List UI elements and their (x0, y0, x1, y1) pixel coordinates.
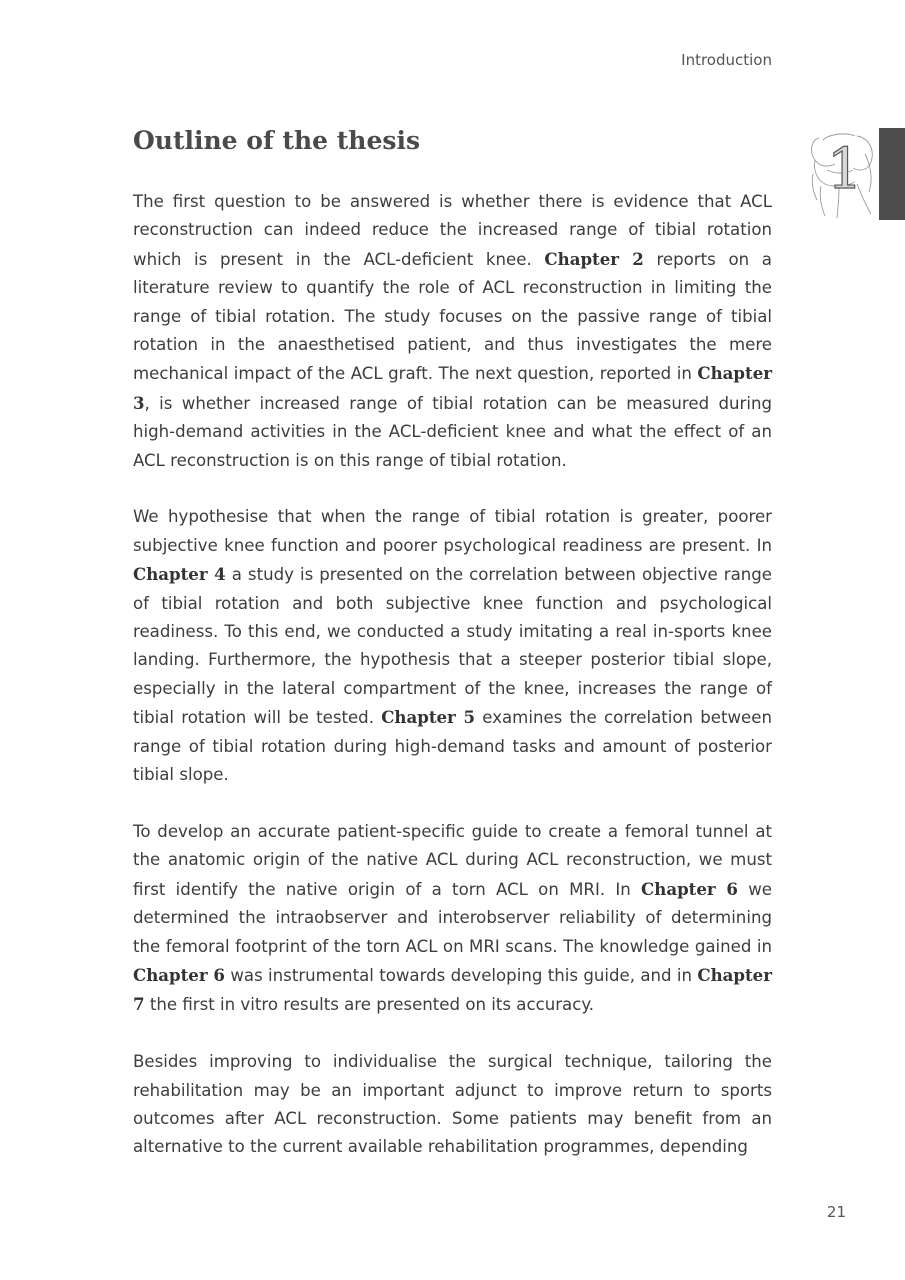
text-run: , is whether increased range of tibial rotation can be measured during high-demand activities in the ACL-deficient knee and what the effect of an ACL reconstruction is on this range of tibial rotation. (133, 393, 772, 470)
chapter-reference: Chapter 4 (133, 564, 226, 585)
text-run: We hypothesise that when the range of tibial rotation is greater, poorer subjective knee function and poorer psychological readiness are present. In (133, 507, 772, 555)
chapter-reference: Chapter 7 (133, 964, 772, 1015)
body-text (133, 188, 772, 1190)
chapter-reference: Chapter 6 (641, 878, 738, 899)
paragraph (133, 503, 772, 789)
section-title: Outline of the thesis (133, 126, 421, 155)
text-run: was instrumental towards developing this guide, and in (224, 965, 698, 985)
text-run: To develop an accurate patient-specific guide to create a femoral tunnel at the anatomic origin of the native ACL during ACL reconstruction, we must first identify the native origin of a torn ACL on MRI. In (133, 821, 772, 899)
chapter-reference: Chapter 2 (544, 248, 644, 269)
chapter-tab-marker (879, 128, 905, 220)
text-run: a study is presented on the correlation between objective range of tibial rotation and both subjective knee function and psychological readiness. To this end, we conducted a study imitating a real in-sports knee landing. Furthermore, the hypothesis that a steeper posterior tibial slope, especially in the lateral compartment of the knee, increases the range of tibial rotation will be tested. (133, 565, 773, 728)
chapter-reference: Chapter 6 (133, 964, 225, 985)
chapter-reference: Chapter 3 (133, 363, 772, 413)
text-run: reports on a literature review to quantify the role of ACL reconstruction in limiting the range of tibial rotation. The study focuses on the passive range of tibial rotation in the anaesthetised patient, and thus investigates the mere mechanical impact of the ACL graft. The next question, reported in (133, 249, 772, 384)
text-run: the first in vitro results are presented on its accuracy. (144, 995, 595, 1015)
chapter-reference: Chapter 5 (381, 707, 476, 728)
paragraph (133, 188, 772, 475)
paragraph (133, 818, 772, 1020)
chapter-number: 1 (827, 137, 863, 202)
page-number: 21 (826, 1203, 846, 1221)
chapter-emblem (805, 130, 880, 222)
running-header: Introduction (681, 51, 772, 69)
text-run: examines the correlation between range of tibial rotation during high-demand tasks and amount of posterior tibial slope. (133, 708, 772, 785)
paragraph (133, 1048, 772, 1162)
text-run: The first question to be answered is whether there is evidence that ACL reconstruction can indeed reduce the increased range of tibial rotation which is present in the ACL-deficient knee. (133, 192, 772, 269)
text-run: Besides improving to individualise the surgical technique, tailoring the rehabilitation may be an important adjunct to improve return to sports outcomes after ACL reconstruction. Some patients may benefit from an alternative to the current available rehabilitation programmes, depending (133, 1052, 772, 1157)
text-run: we determined the intraobserver and interobserver reliability of determining the femoral footprint of the torn ACL on MRI scans. The knowledge gained in (133, 879, 772, 956)
